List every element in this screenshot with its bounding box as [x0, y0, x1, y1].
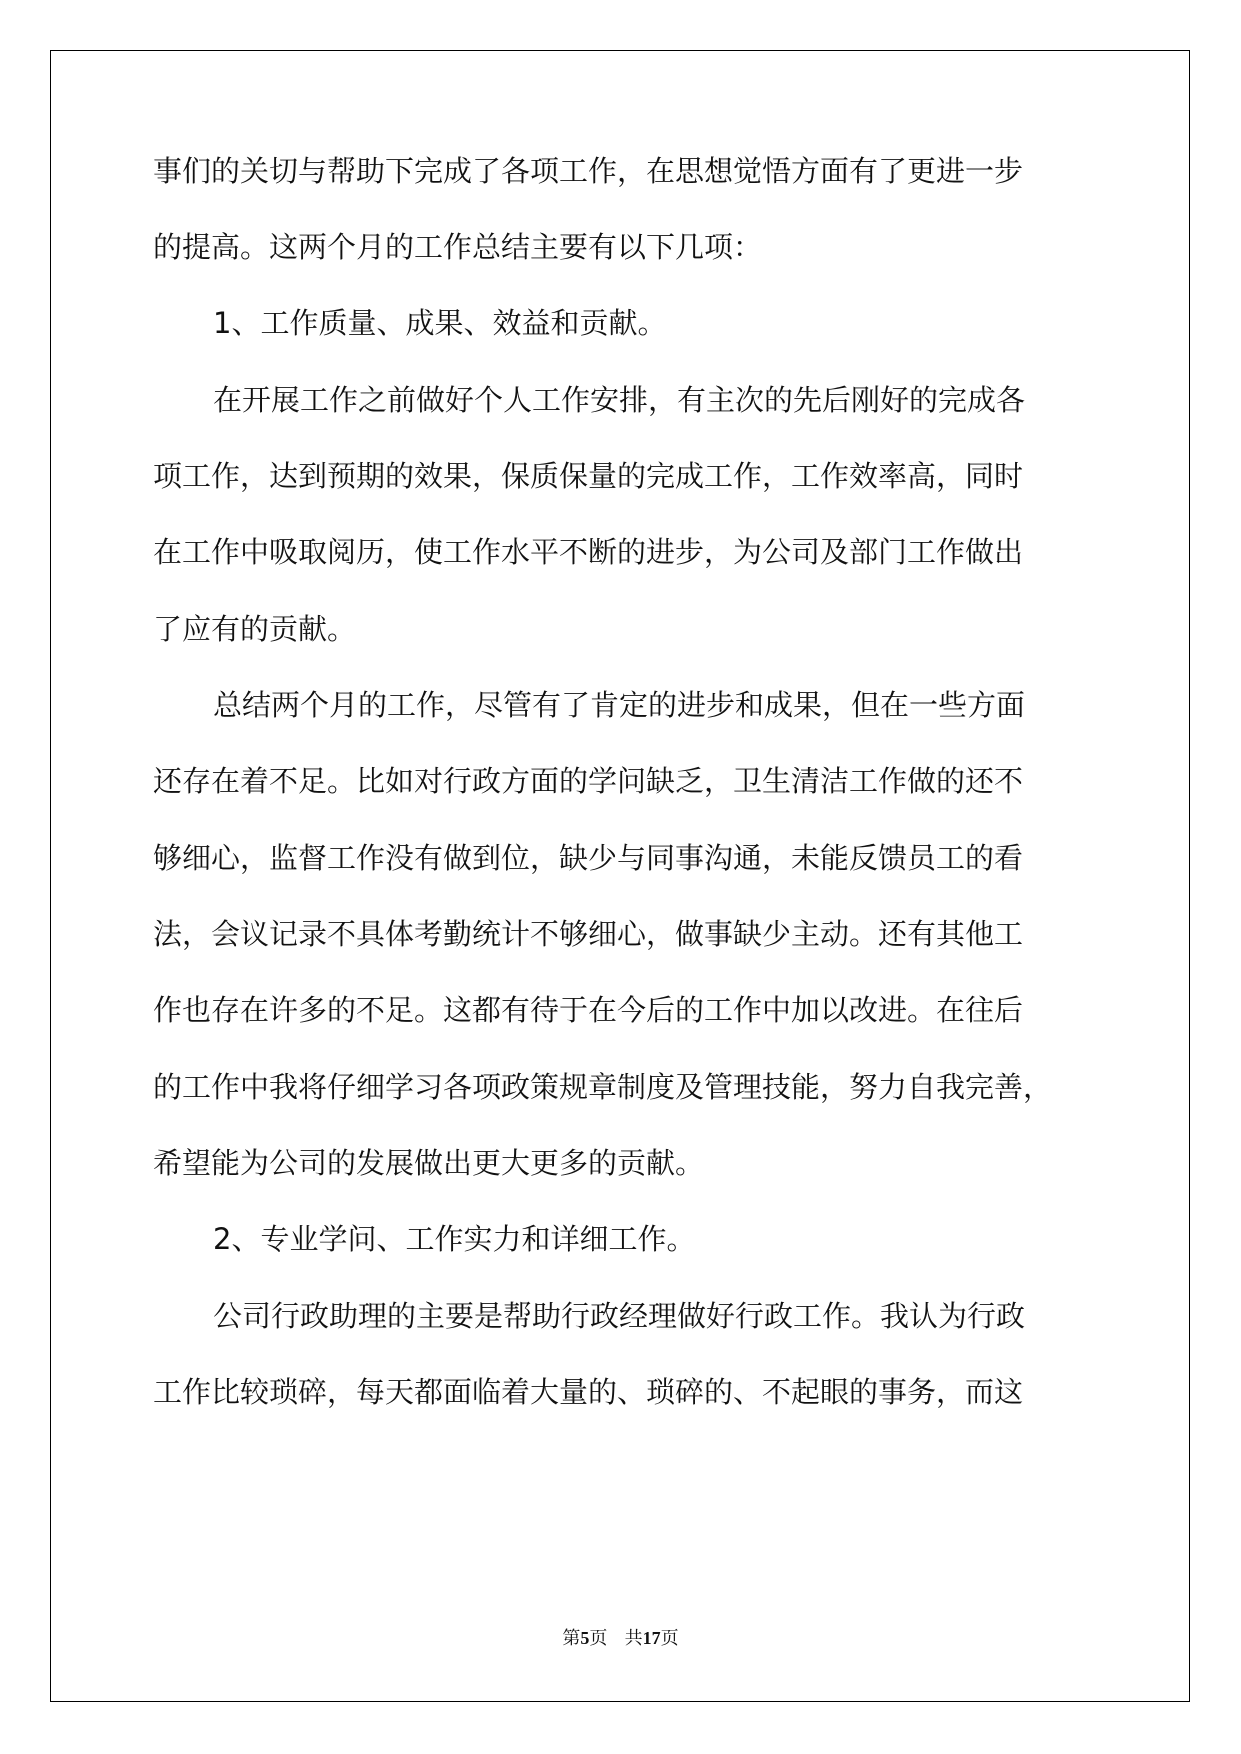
body-line-14: 希望能为公司的发展做出更大更多的贡献。	[153, 1146, 705, 1180]
section-heading-2: 2、专业学问、工作实力和详细工作。	[213, 1222, 696, 1256]
body-line-17: 工作比较琐碎，每天都面临着大量的、琐碎的、不起眼的事务，而这	[153, 1375, 1024, 1409]
footer-total-pages: 17	[642, 1628, 661, 1648]
body-line-8: 总结两个月的工作，尽管有了肯定的进步和成果，但在一些方面	[213, 688, 1026, 722]
body-line-1: 事们的关切与帮助下完成了各项工作，在思想觉悟方面有了更进一步	[153, 154, 1024, 188]
body-line-9: 还存在着不足。比如对行政方面的学问缺乏，卫生清洁工作做的还不	[153, 764, 1024, 798]
body-line-6: 在工作中吸取阅历，使工作水平不断的进步，为公司及部门工作做出	[153, 535, 1024, 569]
body-line-2: 的提高。这两个月的工作总结主要有以下几项：	[153, 230, 763, 264]
body-line-13: 的工作中我将仔细学习各项政策规章制度及管理技能，努力自我完善，	[153, 1070, 1053, 1104]
footer-page-suffix: 页	[589, 1628, 608, 1649]
body-line-4: 在开展工作之前做好个人工作安排，有主次的先后刚好的完成各	[213, 383, 1026, 417]
footer-total-suffix: 页	[660, 1628, 679, 1649]
body-line-16: 公司行政助理的主要是帮助行政经理做好行政工作。我认为行政	[213, 1299, 1026, 1333]
footer-page-number: 5	[580, 1628, 590, 1648]
footer-total-prefix: 共	[624, 1628, 643, 1649]
footer-prefix: 第	[562, 1628, 581, 1649]
body-line-11: 法，会议记录不具体考勤统计不够细心，做事缺少主动。还有其他工	[153, 917, 1024, 951]
body-line-10: 够细心，监督工作没有做到位，缺少与同事沟通，未能反馈员工的看	[153, 841, 1024, 875]
section-heading-1: 1、工作质量、成果、效益和贡献。	[213, 306, 667, 340]
body-line-5: 项工作，达到预期的效果，保质保量的完成工作，工作效率高，同时	[153, 459, 1024, 493]
body-line-12: 作也存在许多的不足。这都有待于在今后的工作中加以改进。在往后	[153, 993, 1024, 1027]
body-line-7: 了应有的贡献。	[153, 612, 357, 646]
page-footer	[0, 1624, 1241, 1650]
